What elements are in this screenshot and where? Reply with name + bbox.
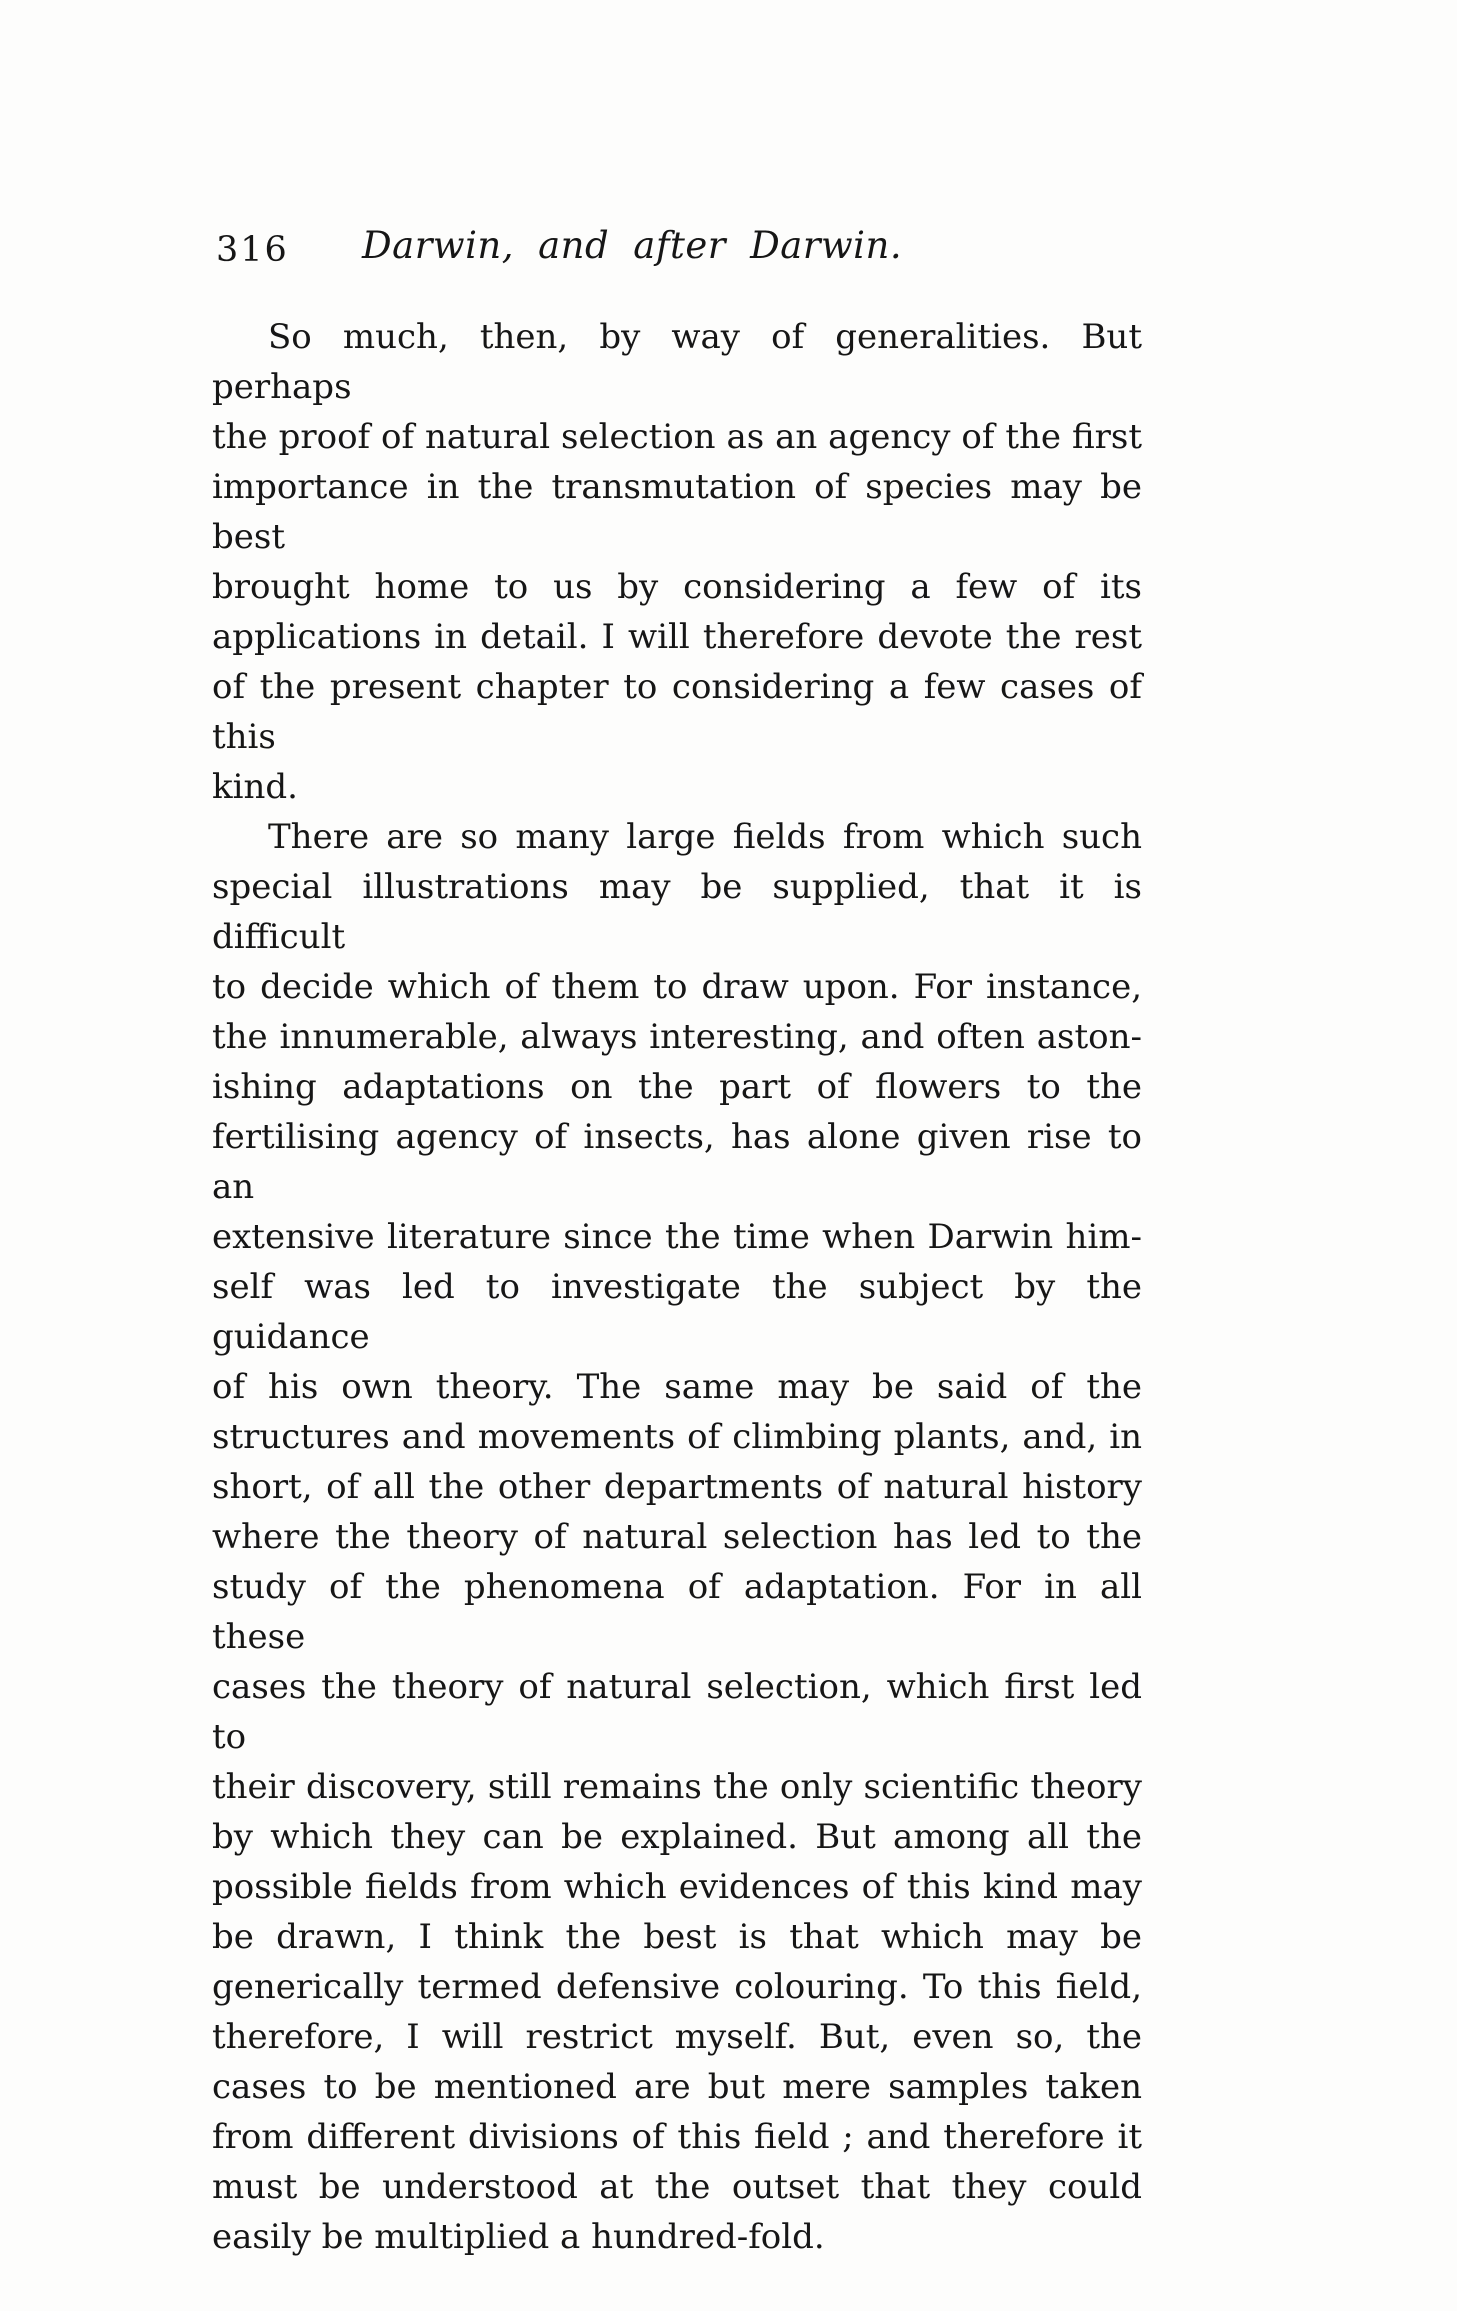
text-line: from different divisions of this field ; and therefore it	[212, 2117, 1142, 2157]
text-line: be drawn, I think the best is that which may be	[212, 1917, 1142, 1957]
paragraph	[212, 812, 1142, 2262]
text-line: cases the theory of natural selection, which first led to	[212, 1667, 1142, 1757]
text-block	[212, 312, 1142, 2262]
text-line: importance in the transmutation of species may be best	[212, 467, 1142, 557]
text-line: of his own theory. The same may be said of the	[212, 1367, 1142, 1407]
text-line: to decide which of them to draw upon. For instance,	[212, 967, 1142, 1007]
text-line: the innumerable, always interesting, and often aston-	[212, 1017, 1142, 1057]
text-line: ishing adaptations on the part of flowers to the	[212, 1067, 1142, 1107]
text-line: self was led to investigate the subject by the guidance	[212, 1267, 1142, 1357]
text-line: fertilising agency of insects, has alone given rise to an	[212, 1117, 1142, 1207]
text-line: kind.	[212, 767, 298, 807]
text-line: of the present chapter to considering a few cases of this	[212, 667, 1142, 757]
text-line: where the theory of natural selection has led to the	[212, 1517, 1142, 1557]
text-line: easily be multiplied a hundred-fold.	[212, 2217, 825, 2257]
text-line: applications in detail. I will therefore devote the rest	[212, 617, 1142, 657]
text-line: must be understood at the outset that they could	[212, 2167, 1142, 2207]
page-content	[212, 224, 1142, 2262]
text-line: There are so many large fields from which such	[268, 817, 1142, 857]
text-line: short, of all the other departments of natural history	[212, 1467, 1142, 1507]
text-line: possible fields from which evidences of this kind may	[212, 1867, 1142, 1907]
page-number: 316	[216, 230, 289, 270]
text-line: study of the phenomena of adaptation. For in all these	[212, 1567, 1142, 1657]
running-head	[212, 224, 1142, 282]
text-line: cases to be mentioned are but mere samples taken	[212, 2067, 1142, 2107]
paragraph	[212, 312, 1142, 812]
running-title: Darwin, and after Darwin.	[362, 224, 903, 267]
text-line: brought home to us by considering a few of its	[212, 567, 1142, 607]
text-line: their discovery, still remains the only scientific theory	[212, 1767, 1142, 1807]
text-line: the proof of natural selection as an agency of the first	[212, 417, 1142, 457]
text-line: by which they can be explained. But among all the	[212, 1817, 1142, 1857]
text-line: structures and movements of climbing plants, and, in	[212, 1417, 1142, 1457]
text-line: special illustrations may be supplied, that it is difficult	[212, 867, 1142, 957]
text-line: generically termed defensive colouring. To this field,	[212, 1967, 1142, 2007]
text-line: So much, then, by way of generalities. But perhaps	[212, 317, 1142, 407]
text-line: therefore, I will restrict myself. But, even so, the	[212, 2017, 1142, 2057]
text-line: extensive literature since the time when Darwin him-	[212, 1217, 1142, 1257]
